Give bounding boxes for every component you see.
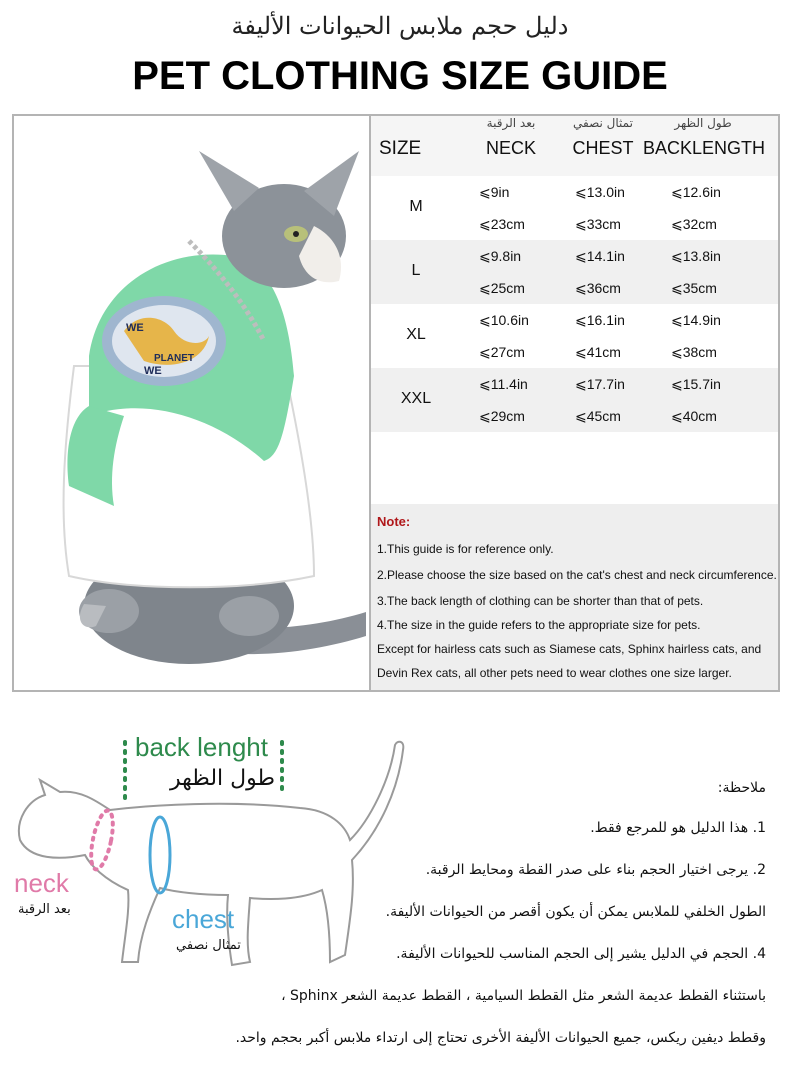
notes-title: Note: — [377, 514, 411, 529]
neck-label-ar: بعد الرقبة — [18, 902, 71, 917]
back-in: ⩽13.8in — [671, 248, 721, 264]
svg-text:PLANET: PLANET — [154, 353, 194, 364]
neck-cm: ⩽25cm — [479, 280, 525, 296]
arabic-note-line: 2. يرجى اختيار الحجم بناء على صدر القطة ومحايط الرقبة. — [425, 862, 766, 878]
size-guide-panel — [12, 114, 780, 692]
cat-photo — [14, 116, 371, 690]
table-row — [371, 304, 778, 368]
arabic-note-line: باستثناء القطط عديمة الشعر مثل القطط السيامية ، القطط عديمة الشعر Sphinx ، — [281, 988, 766, 1004]
neck-in: ⩽9in — [479, 184, 510, 200]
page-title: PET CLOTHING SIZE GUIDE — [132, 54, 668, 98]
row-size: L — [411, 262, 421, 279]
back-cm: ⩽40cm — [671, 408, 717, 424]
arabic-note-line: 4. الحجم في الدليل يشير إلى الحجم المناسب للحيوانات الأليفة. — [396, 946, 766, 962]
table-row — [371, 240, 778, 304]
neck-cm: ⩽27cm — [479, 344, 525, 360]
chest-label-ar: تمثال نصفي — [176, 938, 241, 953]
back-in: ⩽15.7in — [671, 376, 721, 392]
svg-text:WE: WE — [144, 365, 162, 377]
back-length-label-ar: طول الظهر — [170, 766, 275, 791]
chest-in: ⩽17.7in — [575, 376, 625, 392]
chest-cm: ⩽36cm — [575, 280, 621, 296]
arabic-note-line: 1. هذا الدليل هو للمرجع فقط. — [590, 820, 766, 836]
notes-box — [371, 504, 778, 690]
table-row — [371, 176, 778, 240]
table-row — [371, 368, 778, 432]
backlength-header — [643, 116, 766, 159]
title-arabic: دليل حجم ملابس الحيوانات الأليفة — [231, 12, 569, 40]
neck-in: ⩽10.6in — [479, 312, 529, 328]
row-size: XXL — [400, 390, 432, 407]
arabic-note-line: الطول الخلفي للملابس يمكن أن يكون أقصر من الحيوانات الأليفة. — [385, 904, 766, 920]
back-cm: ⩽32cm — [671, 216, 717, 232]
back-length-label: back lenght — [135, 732, 268, 762]
neck-label: neck — [14, 868, 69, 898]
cat-photo-illustration — [14, 116, 369, 690]
back-cm: ⩽35cm — [671, 280, 717, 296]
size-header: SIZE — [379, 138, 422, 159]
chest-header — [563, 116, 643, 159]
neck-in: ⩽11.4in — [479, 376, 528, 392]
note-line: 2.Please choose the size based on the cat's chest and neck circumference. — [377, 568, 777, 582]
measurement-diagram — [0, 700, 800, 1090]
chest-in: ⩽16.1in — [575, 312, 625, 328]
note-line: 3.The back length of clothing can be shorter than that of pets. — [377, 594, 704, 608]
back-in: ⩽12.6in — [671, 184, 721, 200]
size-table-header — [371, 116, 778, 176]
chest-cm: ⩽33cm — [575, 216, 621, 232]
neck-header-ar: بعد الرقبة — [486, 116, 536, 130]
neck-cm: ⩽23cm — [479, 216, 525, 232]
note-line: Except for hairless cats such as Siamese cats, Sphinx hairless cats, and — [377, 642, 762, 656]
back-cm: ⩽38cm — [671, 344, 717, 360]
row-size: M — [409, 198, 423, 215]
chest-header-en: CHEST — [572, 138, 634, 158]
arabic-notes-title: ملاحظة: — [717, 780, 766, 796]
chest-in: ⩽13.0in — [575, 184, 625, 200]
chest-cm: ⩽45cm — [575, 408, 621, 424]
neck-in: ⩽9.8in — [479, 248, 522, 264]
neck-cm: ⩽29cm — [479, 408, 525, 424]
note-line: Devin Rex cats, all other pets need to wear clothes one size larger. — [377, 666, 732, 680]
table-spacer — [371, 432, 778, 504]
note-line: 1.This guide is for reference only. — [377, 542, 554, 556]
chest-cm: ⩽41cm — [575, 344, 621, 360]
svg-text:WE: WE — [126, 322, 144, 334]
row-size: XL — [406, 326, 426, 343]
neck-header — [471, 116, 551, 159]
chest-in: ⩽14.1in — [575, 248, 625, 264]
chest-header-ar: تمثال نصفي — [573, 116, 633, 130]
neck-header-en: NECK — [485, 138, 536, 158]
backlength-header-en: BACKLENGTH — [643, 138, 766, 158]
arabic-note-line: وقطط ديفين ريكس، جميع الحيوانات الأليفة الأخرى تحتاج إلى ارتداء ملابس أكبر بحجم واحد. — [235, 1030, 766, 1046]
chest-label: chest — [172, 904, 235, 934]
backlength-header-ar: طول الظهر — [674, 116, 732, 130]
note-line: 4.The size in the guide refers to the appropriate size for pets. — [377, 618, 701, 632]
back-in: ⩽14.9in — [671, 312, 721, 328]
